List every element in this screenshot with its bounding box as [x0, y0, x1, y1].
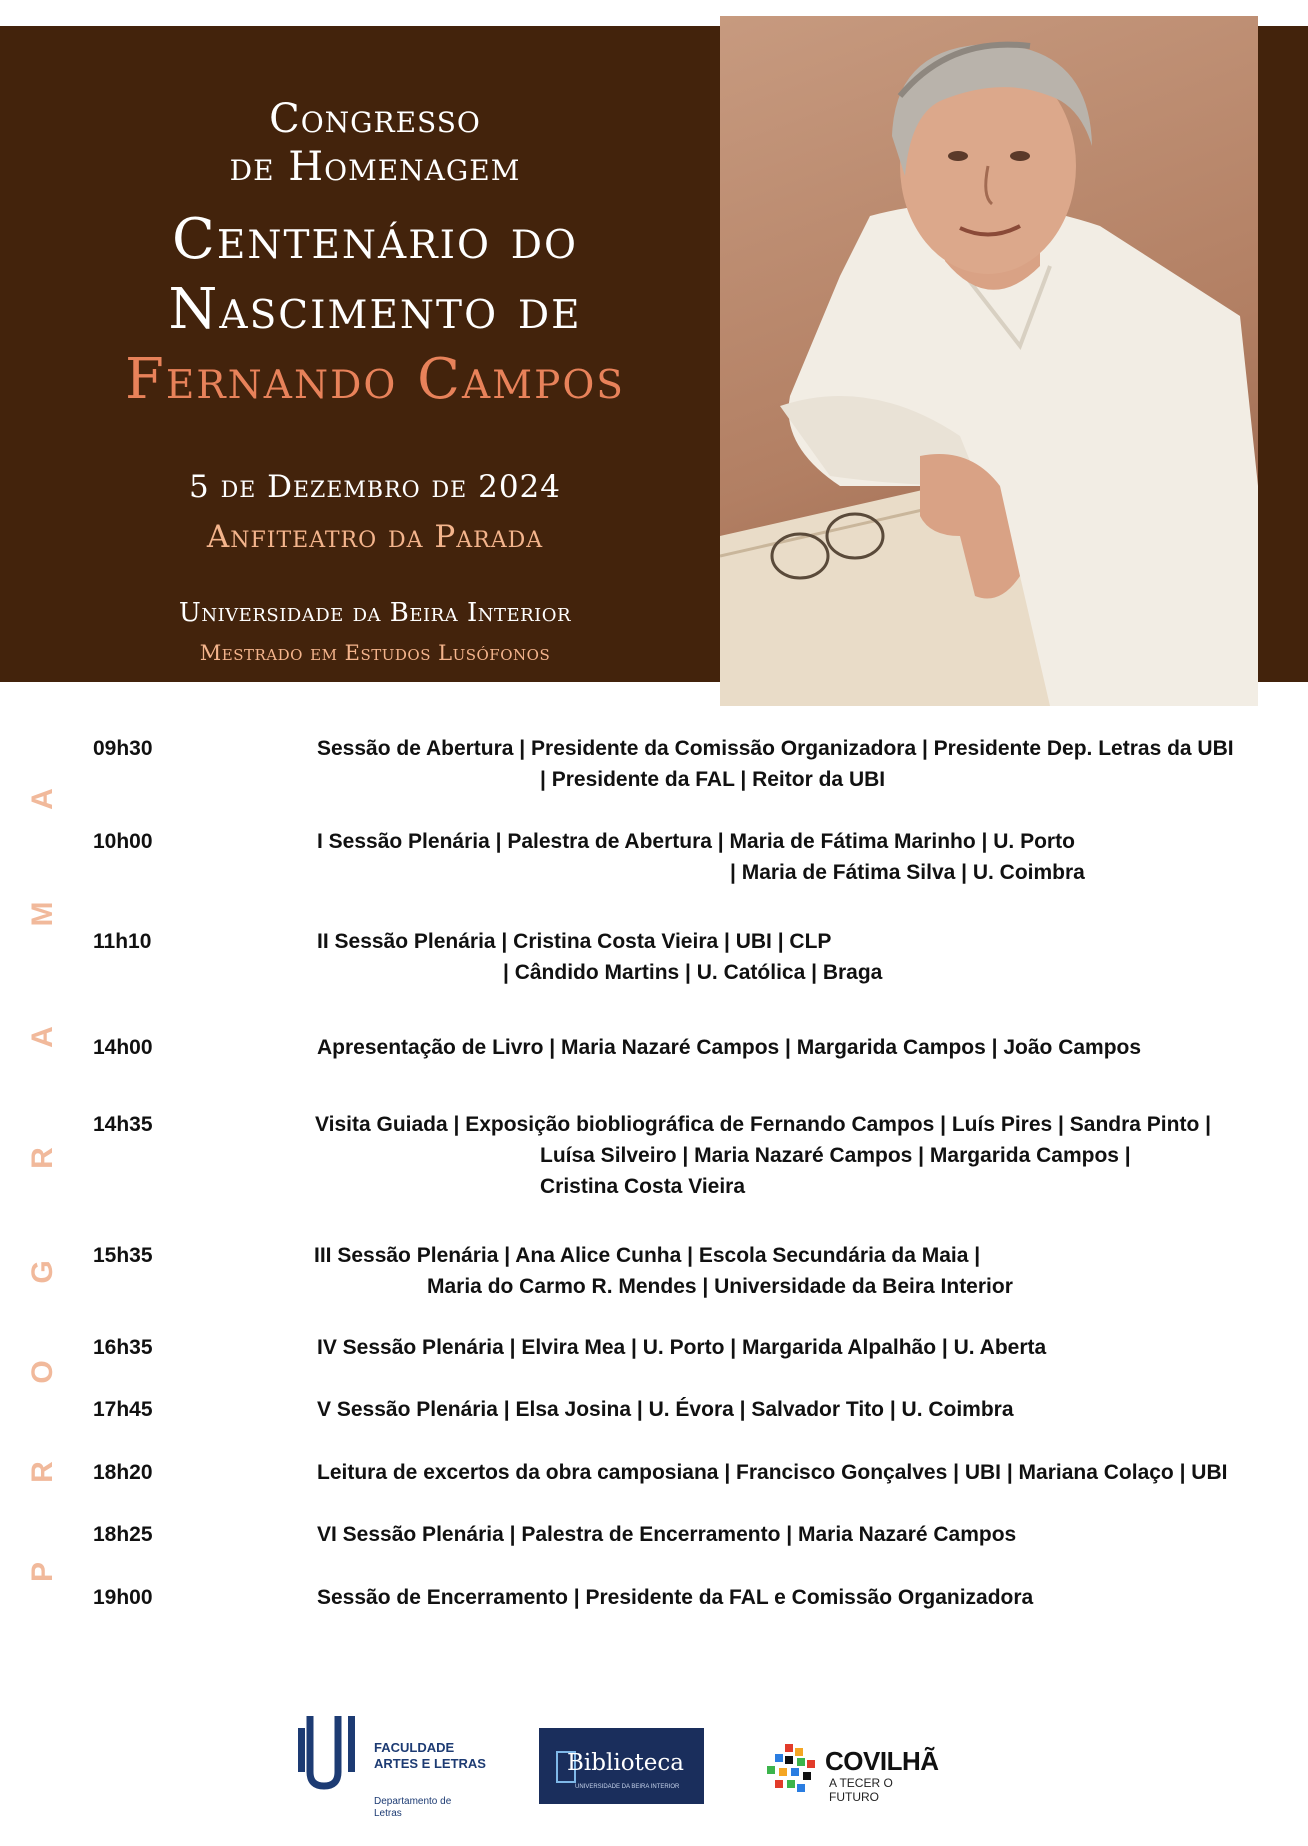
session-line: | Maria de Fátima Silva | U. Coimbra [730, 861, 1085, 884]
session-time: 15h35 [93, 1244, 153, 1267]
session-line: Luísa Silveiro | Maria Nazaré Campos | Margarida Campos | [540, 1144, 1131, 1167]
session-time: 16h35 [93, 1336, 153, 1359]
covilha-name: COVILHÃ [825, 1746, 939, 1776]
congress-subtitle: de Homenagem [229, 144, 521, 190]
session-line: II Sessão Plenária | Cristina Costa Vieira | UBI | CLP [317, 930, 832, 953]
vertical-letter: R [26, 1147, 59, 1169]
session-line: Sessão de Encerramento | Presidente da FAL e Comissão Organizadora [317, 1586, 1034, 1609]
vertical-letter: O [26, 1360, 59, 1384]
covilha-mosaic-icon [765, 1742, 817, 1794]
biblioteca-subtitle: UNIVERSIDADE DA BEIRA INTERIOR [575, 1784, 680, 1790]
university-name: Universidade da Beira Interior [178, 598, 572, 628]
event-date: 5 de Dezembro de 2024 [189, 469, 561, 505]
honoree-name: Fernando Campos [124, 347, 626, 412]
session-line: | Cândido Martins | U. Católica | Braga [503, 961, 883, 984]
session-time: 10h00 [93, 830, 153, 853]
session-time: 19h00 [93, 1586, 153, 1609]
vertical-letter: A [26, 1026, 59, 1048]
covilha-tagline: A TECER O FUTURO [829, 1776, 893, 1804]
biblioteca-name: Biblioteca [567, 1750, 684, 1776]
vertical-letter: G [26, 1260, 59, 1284]
vertical-letter: R [26, 1461, 59, 1483]
session-line: Leitura de excertos da obra camposiana | Francisco Gonçalves | UBI | Mariana Colaço | UBI [317, 1461, 1228, 1484]
session-time: 14h00 [93, 1036, 153, 1059]
session-time: 11h10 [93, 930, 152, 953]
portrait-photo [720, 16, 1258, 706]
department-name: Departamento de Letras [374, 1796, 452, 1819]
sponsor-logos [0, 1700, 1308, 1820]
fal-line-2: ARTES E LETRAS [374, 1756, 486, 1771]
session-time: 17h45 [93, 1398, 153, 1421]
session-line: Sessão de Abertura | Presidente da Comissão Organizadora | Presidente Dep. Letras da UBI [317, 737, 1234, 760]
masters-program: Mestrado em Estudos Lusófonos [199, 641, 551, 665]
ubi-fal-logo [296, 1712, 506, 1819]
session-line: I Sessão Plenária | Palestra de Abertura | Maria de Fátima Marinho | U. Porto [317, 830, 1075, 853]
vertical-letter: P [26, 1562, 59, 1583]
session-line: VI Sessão Plenária | Palestra de Encerramento | Maria Nazaré Campos [317, 1523, 1017, 1546]
session-line: Cristina Costa Vieira [540, 1175, 746, 1198]
session-time: 09h30 [93, 737, 153, 760]
header-text-block [0, 26, 750, 682]
title-line-1: Centenário do [172, 207, 578, 272]
session-line: V Sessão Plenária | Elsa Josina | U. Évora | Salvador Tito | U. Coimbra [317, 1398, 1014, 1421]
biblioteca-logo [539, 1728, 704, 1804]
session-line: Maria do Carmo R. Mendes | Universidade da Beira Interior [427, 1275, 1013, 1298]
fal-line-1: FACULDADE [374, 1740, 455, 1755]
session-line: Apresentação de Livro | Maria Nazaré Campos | Margarida Campos | João Campos [317, 1036, 1142, 1059]
session-line: | Presidente da FAL | Reitor da UBI [540, 768, 886, 791]
session-time: 14h35 [93, 1113, 153, 1136]
ubi-logo-icon [296, 1712, 366, 1792]
fal-name [374, 1740, 486, 1772]
title-line-2: Nascimento de [168, 277, 582, 342]
vertical-letter: M [26, 901, 59, 927]
session-line: Visita Guiada | Exposição biobliográfica de Fernando Campos | Luís Pires | Sandra Pinto | [315, 1113, 1211, 1136]
session-time: 18h20 [93, 1461, 153, 1484]
session-line: IV Sessão Plenária | Elvira Mea | U. Porto | Margarida Alpalhão | U. Aberta [317, 1336, 1047, 1359]
event-venue: Anfiteatro da Parada [206, 519, 544, 555]
covilha-logo [765, 1742, 939, 1804]
session-line: III Sessão Plenária | Ana Alice Cunha | Escola Secundária da Maia | [314, 1244, 981, 1267]
vertical-letter: A [26, 788, 59, 810]
congress-label: Congresso [269, 96, 481, 142]
programa-vertical-label [26, 782, 60, 1592]
session-time: 18h25 [93, 1523, 153, 1546]
